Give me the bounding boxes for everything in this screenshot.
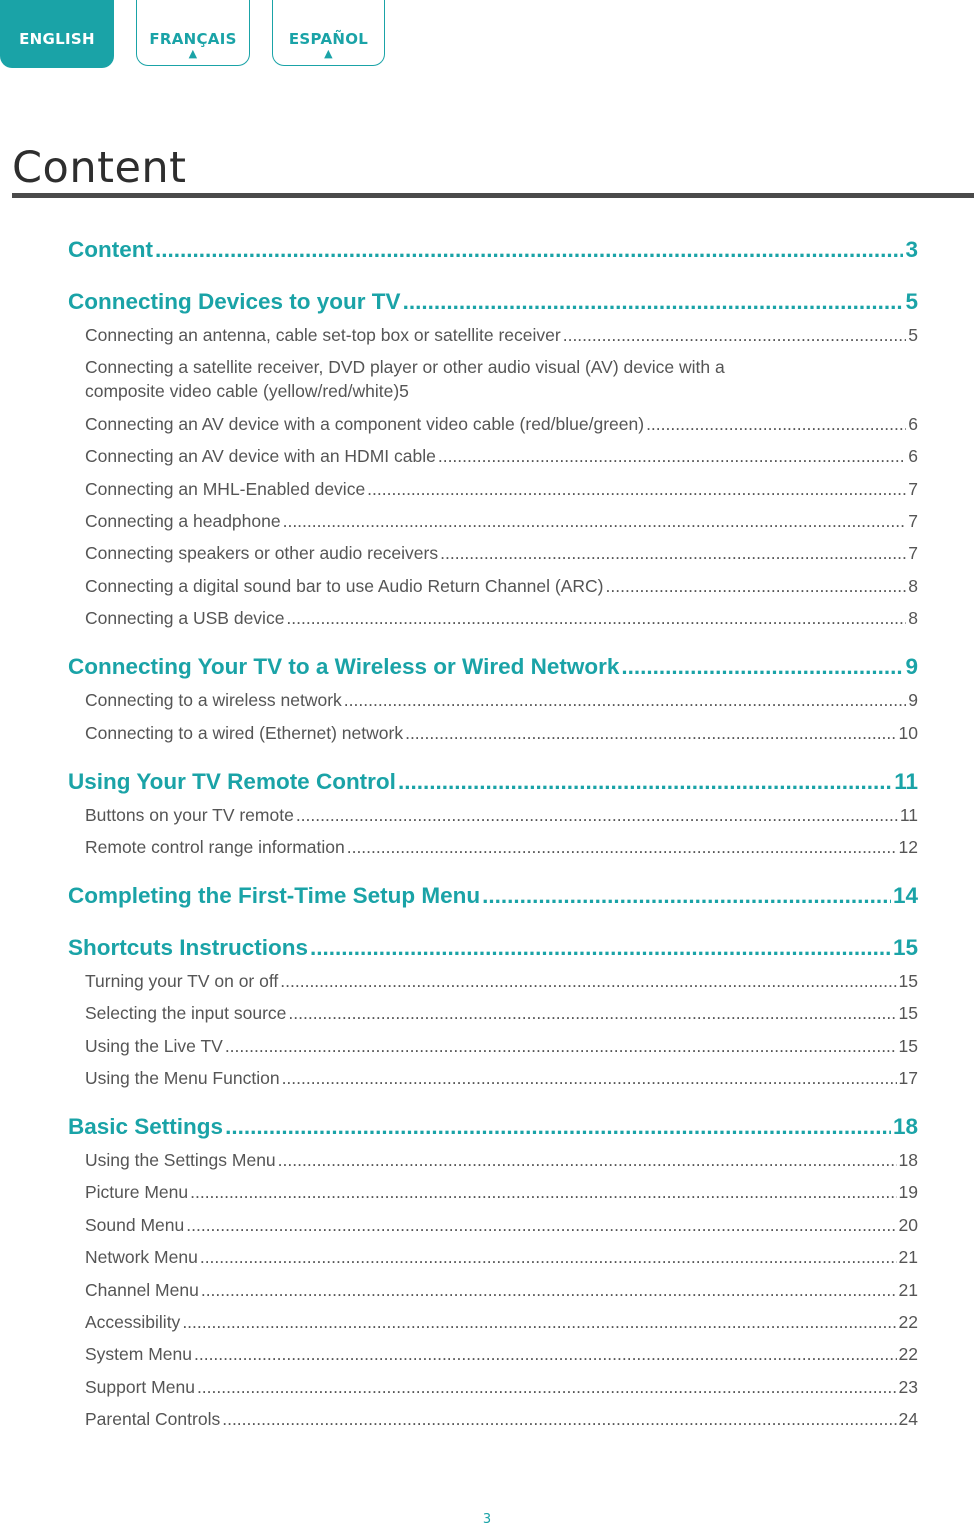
toc-subsection-entry[interactable] [68, 1066, 918, 1090]
toc-subsection-title: Connecting an antenna, cable set-top box or satellite receiver [85, 325, 561, 345]
toc-subsection-title: Using the Live TV [85, 1035, 223, 1056]
toc-subsection-entry[interactable] [68, 969, 918, 993]
toc-section-page: 3 [905, 237, 918, 262]
dot-leader [405, 721, 896, 745]
dot-leader [344, 688, 906, 712]
toc-subsection-title: Connecting an MHL-Enabled device [85, 478, 366, 499]
tab-espanol-label: ESPAÑOL [288, 30, 369, 48]
toc-subsection-title: Support Menu [85, 1376, 195, 1397]
toc-section-title: Basic Settings [68, 1114, 224, 1140]
toc-subsection-entry[interactable] [68, 444, 918, 468]
toc-subsection-title: Buttons on your TV remote [85, 804, 294, 825]
toc-subsection-title: Connecting to a wireless network [85, 690, 342, 711]
toc-subsection-page: 24 [898, 1409, 918, 1430]
toc-section-entry[interactable] [68, 235, 918, 265]
toc-subsection-page: 18 [898, 1150, 918, 1171]
toc-subsection-title: Remote control range information [85, 836, 345, 857]
toc-subsection-entry[interactable] [68, 1407, 918, 1431]
toc-subsection-entry[interactable] [68, 1245, 918, 1269]
toc-subsection-entry[interactable] [68, 1001, 918, 1025]
toc-subsection-page: 15 [898, 970, 918, 991]
page-number: 3 [482, 1512, 492, 1527]
tab-francais-label: FRANÇAIS [149, 30, 237, 48]
toc-subsection-title: Connecting a USB device [85, 608, 285, 629]
toc-section-entry[interactable] [68, 881, 918, 911]
toc-subsection-entry[interactable] [68, 1213, 918, 1237]
language-tabs [0, 0, 974, 68]
dot-leader [347, 835, 897, 859]
toc-subsection-title: Accessibility [85, 1312, 181, 1333]
toc-subsection-title: Using the Menu Function [85, 1068, 280, 1089]
toc-subsection-entry[interactable] [68, 355, 918, 403]
toc-subsection-entry[interactable] [68, 541, 918, 565]
toc-subsection-title: Connecting a satellite receiver, DVD player or other audio visual (AV) device with a [85, 357, 725, 378]
toc-section-title: Shortcuts Instructions [68, 934, 309, 960]
toc-section-entry[interactable] [68, 767, 918, 797]
tab-francais[interactable] [136, 0, 250, 66]
dot-leader [621, 652, 903, 682]
dot-leader [194, 1342, 897, 1366]
toc-subsection-title-continued: composite video cable (yellow/red/white) [85, 381, 400, 402]
toc-subsection-entry[interactable] [68, 509, 918, 533]
toc-subsection-page: 7 [908, 478, 918, 499]
toc-section-page: 11 [894, 768, 918, 794]
toc-section-page: 18 [892, 1114, 918, 1140]
toc-subsection-page: 21 [898, 1279, 918, 1300]
toc-subsection-title: Using the Settings Menu [85, 1150, 276, 1171]
toc-section-title: Using Your TV Remote Control [68, 768, 396, 794]
toc-subsection-page: 22 [898, 1312, 918, 1333]
toc-subsection-entry[interactable] [68, 721, 918, 745]
toc-section-entry[interactable] [68, 1112, 918, 1142]
dot-leader [225, 1034, 897, 1058]
toc-subsection-title: System Menu [85, 1344, 192, 1365]
dot-leader [440, 541, 906, 565]
toc-subsection-title: Turning your TV on or off [85, 970, 279, 991]
dot-leader [197, 1375, 897, 1399]
dot-leader [646, 412, 906, 436]
toc-subsection-entry[interactable] [68, 1278, 918, 1302]
toc-subsection-page: 7 [908, 543, 918, 564]
toc-subsection-entry[interactable] [68, 606, 918, 630]
dot-leader [280, 969, 896, 993]
toc-subsection-page: 21 [898, 1247, 918, 1268]
toc-subsection-page: 17 [898, 1068, 918, 1089]
toc-subsection-title: Connecting an AV device with a component video cable (red/blue/green) [85, 413, 645, 434]
toc-subsection-title: Connecting to a wired (Ethernet) network [85, 722, 404, 743]
toc-section-entry[interactable] [68, 287, 918, 317]
toc-section-entry[interactable] [68, 933, 918, 963]
toc-subsection-page: 6 [908, 413, 918, 434]
toc-section-title: Content [68, 237, 153, 262]
dot-leader [278, 1148, 897, 1172]
dot-leader [367, 477, 906, 501]
table-of-contents [68, 230, 918, 1431]
toc-section-entry[interactable] [68, 652, 918, 682]
toc-subsection-entry[interactable] [68, 688, 918, 712]
toc-subsection-title: Connecting an AV device with an HDMI cable [85, 446, 436, 467]
tab-english[interactable] [0, 0, 114, 68]
title-divider [12, 193, 974, 198]
dot-leader [222, 1407, 896, 1431]
dot-leader [403, 287, 904, 317]
triangle-up-icon: ▲ [324, 47, 333, 60]
dot-leader [296, 803, 898, 827]
toc-subsection-page: 5 [908, 325, 918, 345]
dot-leader [200, 1245, 897, 1269]
toc-subsection-page: 8 [908, 608, 918, 629]
dot-leader [563, 323, 907, 347]
toc-subsection-entry[interactable] [68, 1180, 918, 1204]
toc-subsection-entry[interactable] [68, 477, 918, 501]
dot-leader [288, 1001, 896, 1025]
toc-subsection-title: Connecting a headphone [85, 510, 281, 531]
dot-leader [482, 881, 891, 911]
toc-subsection-page: 22 [898, 1344, 918, 1365]
toc-section-title: Connecting Devices to your TV [68, 289, 401, 314]
toc-section-page: 15 [892, 934, 918, 960]
toc-subsection-entry[interactable] [68, 574, 918, 598]
toc-subsection-title: Network Menu [85, 1247, 198, 1268]
toc-subsection-title: Parental Controls [85, 1409, 221, 1430]
toc-section-title: Completing the First-Time Setup Menu [68, 882, 481, 908]
dot-leader [225, 1112, 891, 1142]
toc-subsection-page: 19 [898, 1182, 918, 1203]
dot-leader [310, 933, 891, 963]
dot-leader [186, 1213, 896, 1237]
toc-subsection-page: 8 [908, 575, 918, 596]
dot-leader [155, 235, 904, 265]
toc-subsection-page: 5 [399, 381, 409, 402]
toc-section-page: 9 [905, 654, 918, 680]
toc-subsection-entry[interactable] [68, 1034, 918, 1058]
toc-subsection-page: 20 [898, 1214, 918, 1235]
dot-leader [398, 767, 892, 797]
toc-subsection-entry[interactable] [68, 1310, 918, 1334]
toc-subsection-page: 15 [898, 1003, 918, 1024]
toc-subsection-title: Selecting the input source [85, 1003, 287, 1024]
toc-subsection-entry[interactable] [68, 835, 918, 859]
toc-subsection-page: 15 [898, 1035, 918, 1056]
tab-english-label: ENGLISH [19, 30, 95, 48]
page-title: Content [12, 143, 187, 193]
toc-subsection-page: 11 [899, 804, 918, 825]
dot-leader [283, 509, 907, 533]
toc-subsection-entry[interactable] [68, 323, 918, 347]
toc-subsection-title: Sound Menu [85, 1214, 185, 1235]
dot-leader [606, 574, 907, 598]
dot-leader [190, 1180, 896, 1204]
toc-section-page: 5 [905, 289, 918, 314]
toc-subsection-entry[interactable] [68, 1375, 918, 1399]
tab-espanol[interactable] [272, 0, 385, 66]
dot-leader [286, 606, 906, 630]
toc-subsection-page: 9 [908, 690, 918, 711]
toc-subsection-title: Connecting a digital sound bar to use Audio Return Channel (ARC) [85, 575, 604, 596]
toc-subsection-entry[interactable] [68, 1148, 918, 1172]
toc-subsection-entry[interactable] [68, 803, 918, 827]
triangle-up-icon: ▲ [188, 47, 198, 60]
dot-leader [201, 1278, 897, 1302]
dot-leader [182, 1310, 896, 1334]
toc-subsection-entry[interactable] [68, 1342, 918, 1366]
dot-leader [282, 1066, 897, 1090]
toc-subsection-page: 7 [908, 510, 918, 531]
toc-subsection-page: 12 [898, 836, 918, 857]
toc-subsection-page: 23 [898, 1376, 918, 1397]
toc-subsection-title: Channel Menu [85, 1279, 199, 1300]
dot-leader [438, 444, 906, 468]
toc-subsection-line2 [85, 379, 918, 403]
toc-subsection-entry[interactable] [68, 412, 918, 436]
toc-subsection-title: Connecting speakers or other audio receivers [85, 543, 439, 564]
toc-subsection-page: 6 [908, 446, 918, 467]
toc-subsection-title: Picture Menu [85, 1182, 189, 1203]
toc-subsection-page: 10 [898, 722, 918, 743]
toc-section-title: Connecting Your TV to a Wireless or Wired Network [68, 654, 620, 680]
toc-section-page: 14 [892, 882, 918, 908]
